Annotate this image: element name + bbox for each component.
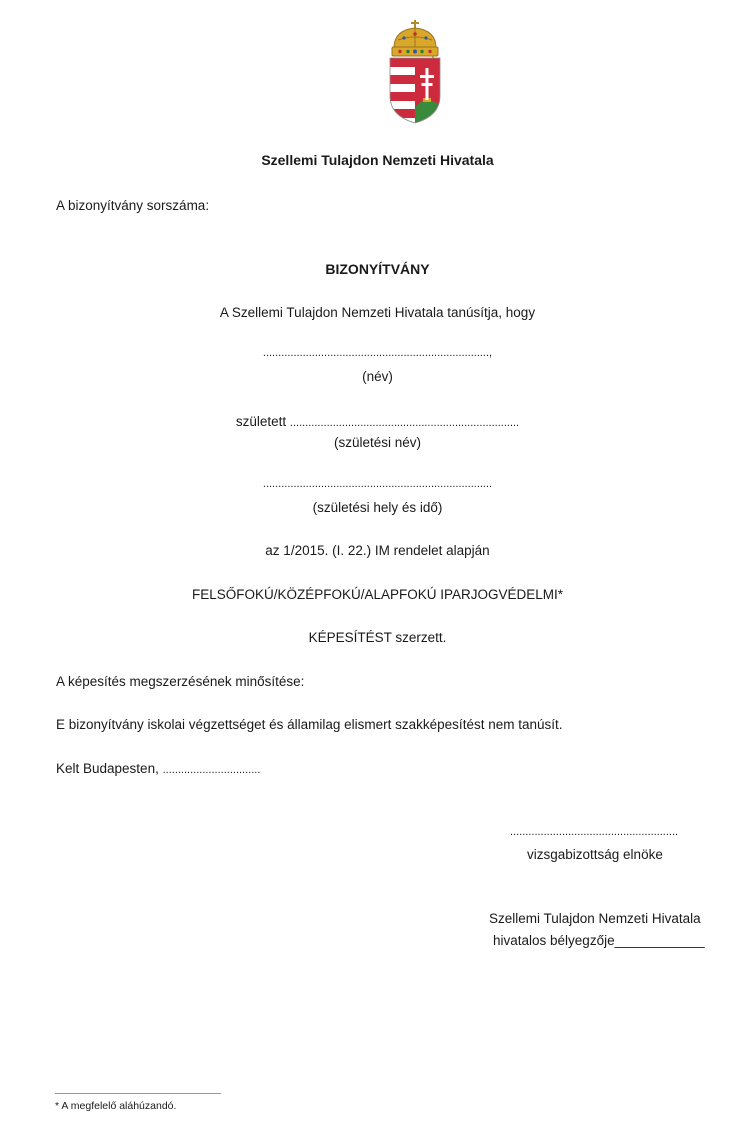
- signature-dotted-line: .......................................................: [510, 826, 679, 838]
- birth-name-caption: (születési név): [333, 435, 422, 450]
- crown-icon: [392, 20, 438, 61]
- document-title: BIZONYÍTVÁNY: [325, 261, 430, 277]
- birth-name-prefix: született: [235, 414, 287, 429]
- signature-caption: vizsgabizottság elnöke: [527, 847, 663, 862]
- stamp-row: [493, 933, 705, 948]
- stamp-label: hivatalos bélyegzője: [493, 933, 615, 948]
- qualification-levels: FELSŐFOKÚ/KÖZÉPFOKÚ/ALAPFOKÚ IPARJOGVÉDELMI*: [191, 587, 564, 602]
- name-caption: (név): [362, 369, 393, 384]
- stamp-blank-line: ____________: [614, 933, 705, 948]
- issued-label: Kelt Budapesten,: [56, 761, 159, 776]
- issued-date-dotted-line: ................................: [162, 764, 261, 776]
- regulation-text: az 1/2015. (I. 22.) IM rendelet alapján: [265, 543, 490, 558]
- disclaimer-text: E bizonyítvány iskolai végzettséget és államilag elismert szakképesítést nem tanúsít.: [56, 717, 563, 732]
- footnote-divider: [55, 1093, 221, 1094]
- footnote-text: * A megfelelő aláhúzandó.: [55, 1100, 177, 1112]
- stamp-office-name: Szellemi Tulajdon Nemzeti Hivatala: [489, 911, 701, 926]
- certificate-number-label: A bizonyítvány sorszáma:: [56, 198, 210, 213]
- birth-place-dotted-line: ...........................................................................: [262, 478, 493, 490]
- birth-place-caption: (születési hely és idő): [312, 500, 443, 515]
- issued-place-row: [56, 761, 260, 776]
- name-dotted-line: ..........................................................................,: [262, 347, 493, 359]
- qualification-text: KÉPESÍTÉST szerzett.: [308, 630, 447, 645]
- office-name-heading: Szellemi Tulajdon Nemzeti Hivatala: [261, 152, 494, 168]
- birth-name-dotted-line: ...........................................................................: [289, 417, 520, 429]
- shield-icon: [390, 58, 440, 126]
- coat-of-arms-icon: [384, 18, 446, 126]
- rating-label: A képesítés megszerzésének minősítése:: [56, 674, 305, 689]
- intro-text: A Szellemi Tulajdon Nemzeti Hivatala tanúsítja, hogy: [219, 305, 536, 320]
- birth-name-line-row: [0, 414, 755, 429]
